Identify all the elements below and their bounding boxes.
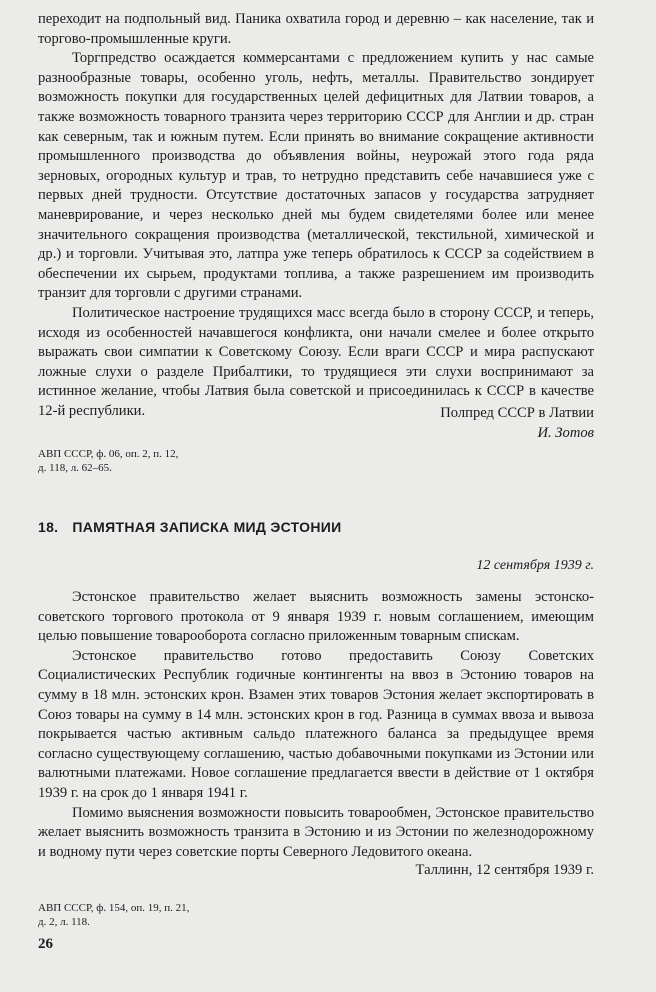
archive-reference-line: д. 118, л. 62–65. — [38, 461, 112, 474]
place-date: Таллинн, 12 сентября 1939 г. — [415, 862, 594, 878]
document-title: ПАМЯТНАЯ ЗАПИСКА МИД ЭСТОНИИ — [72, 519, 342, 535]
document-date: 12 сентября 1939 г. — [476, 558, 594, 573]
archive-reference-2 — [38, 902, 594, 929]
document-1-body — [38, 10, 594, 421]
paragraph-continuation: переходит на подпольный вид. Паника охватила город и деревню – как население, так и торгово-промышленные круги. — [38, 11, 594, 47]
signature-block — [38, 404, 594, 443]
paragraph-quotas: Эстонское правительство готово предоставить Союзу Советских Социалистических Республик годичные контингенты на ввоз в Эстонию товаров на сумму в 18 млн. эстонских крон. Взамен этих товаров Эстония желает экспортировать в Союз товары на сумму в 14 млн. эстонских крон в год. Разница в суммах ввоза и вывоза покрывается частью активным сальдо платежного баланса за предыдущее время согласно существующему соглашению, частью добавочными покупками из Эстонии или валютными платежами. Новое соглашение предлагается ввести в действие от 1 октября 1939 г. на срок до 1 января 1941 г. — [38, 647, 594, 801]
paragraph-politics: Политическое настроение трудящихся масс всегда было в сторону СССР, и теперь, исходя из особенностей начавшегося конфликта, они начали смелее и более открыто выражать свои симпатии к Советскому Союзу. Если враги СССР и мира распускают ложные слухи о разделе Прибалтики, то трудящиеся эти слухи воспринимают за истинное желание, чтобы Латвия была советской и присоединилась к СССР в качестве 12-й республики. — [38, 304, 594, 419]
archive-reference-1 — [38, 448, 594, 475]
document-number: 18. — [38, 519, 59, 535]
archive-reference-line: АВП СССР, ф. 154, оп. 19, п. 21, — [38, 902, 190, 914]
archive-reference-line: д. 2, л. 118. — [38, 915, 90, 928]
document-heading — [38, 519, 594, 535]
paragraph-protocol: Эстонское правительство желает выяснить возможность замены эстонско-советского торгового протокола от 9 января 1939 г. новым соглашением, имеющим целью повышение товарооборота согласно приложенным товарным спискам. — [38, 589, 594, 645]
paragraph-trade: Торгпредство осаждается коммерсантами с предложением купить у нас самые разнообразные товары, особенно уголь, нефть, металлы. Правительство зондирует возможность покупки для государственных целей дефицитных для Латвии товаров, а также возможность товарного транзита через территорию СССР для Англии и др. стран как северным, так и южным путем. Если принять во внимание сокращение активности промышленного производства до объявления войны, неурожай этого года ряда зерновых, огородных культур и трав, то нетрудно представить себе начавшиеся уже с первых дней трудности. Отсутствие достаточных запасов у государства затрудняет маневрирование, и через несколько дней мы будем свидетелями более или менее значительного сокращения производства (металлической, текстильной, химической и др.) и торговли. Учитывая это, латпра уже теперь обратилось к СССР за содействием в обеспечении их сырьем, продуктами топлива, а также разрешением им производить транзит для торговли с другими странами. — [38, 50, 594, 302]
archive-reference-line: АВП СССР, ф. 06, оп. 2, п. 12, — [38, 448, 179, 460]
signature-name: И. Зотов — [537, 424, 594, 441]
signature-title: Полпред СССР в Латвии — [440, 405, 594, 421]
paragraph-transit: Помимо выяснения возможности повысить товарообмен, Эстонское правительство желает выяснить возможность транзита в Эстонию и из Эстонии по железнодорожному и водному пути через советские порты Северного Ледовитого океана. — [38, 804, 594, 860]
document-2-body — [38, 588, 594, 862]
page-number: 26 — [38, 936, 53, 952]
